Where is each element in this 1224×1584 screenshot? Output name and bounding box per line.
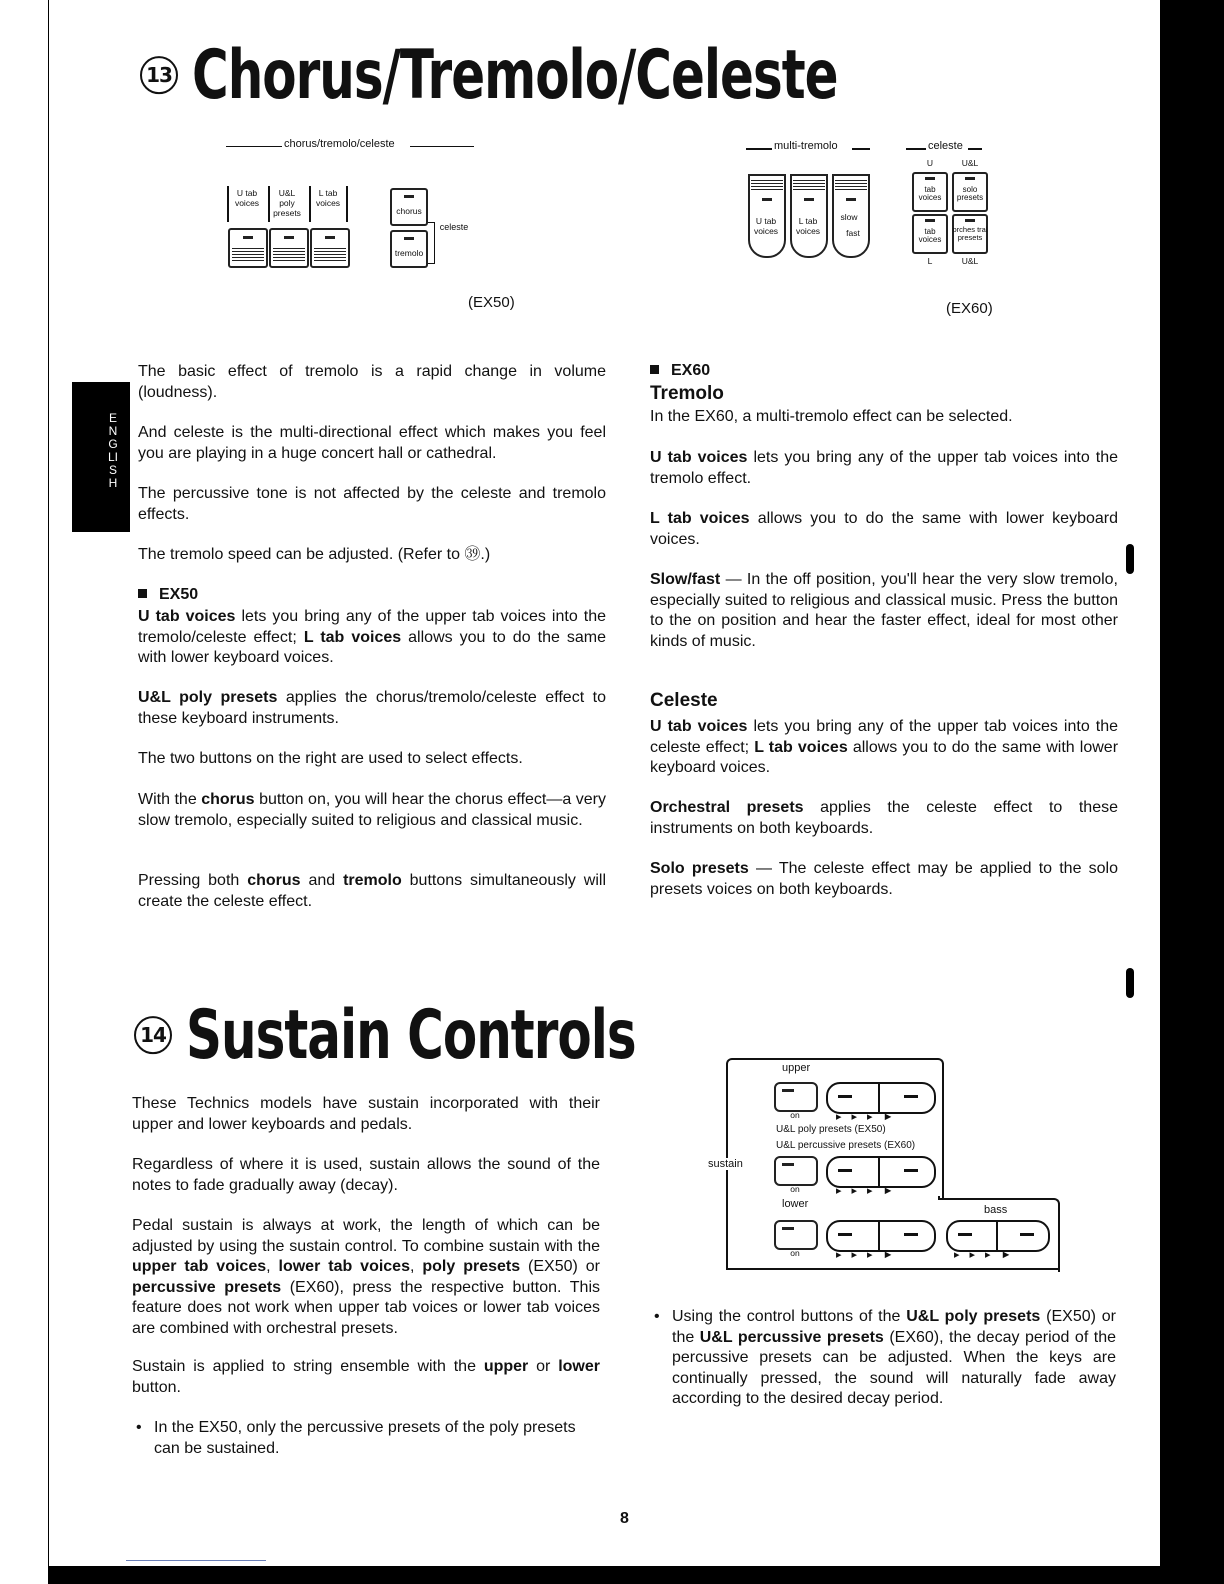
lower-sustain-on-button[interactable] xyxy=(774,1220,818,1250)
decay-arrows: ▸▸▸► xyxy=(836,1111,904,1123)
c2-label: solo presets xyxy=(956,185,984,202)
t3b-label: fast xyxy=(846,228,860,238)
section-title-text: Sustain Controls xyxy=(186,996,636,1075)
paragraph: Orchestral presets applies the celeste effect to these instruments on both keyboards. xyxy=(650,799,1119,837)
section-14-title xyxy=(134,996,636,1074)
chorus-label: chorus xyxy=(396,206,422,216)
page-border-bottom xyxy=(48,1566,1224,1584)
paragraph: Slow/fast — In the off position, you'll hear the very slow tremolo, especially suited to religious and classical music. Press the button to the on position and hear the faster effect, ideal for most other kinds of music. xyxy=(650,571,1118,650)
sustain-label: sustain xyxy=(708,1158,743,1170)
row-l: L xyxy=(927,256,933,266)
ex50-caption: (EX50) xyxy=(468,294,515,311)
list-item: • In the EX50, only the percussive presets of the poly presets can be sustained. xyxy=(136,1419,576,1457)
multi-tremolo-header: multi-tremolo xyxy=(774,140,838,152)
row-ul: U&L xyxy=(961,256,979,266)
paragraph: U tab voices lets you bring any of the upper tab voices into the tremolo effect. xyxy=(650,449,1118,487)
c3-label: tab voices xyxy=(918,227,942,244)
t1-label: U tab voices xyxy=(753,216,779,236)
percussive-presets-label: U&L percussive presets (EX60) xyxy=(776,1140,916,1151)
on-label: on xyxy=(790,1184,800,1194)
paragraph: U tab voices lets you bring any of the upper tab voices into the tremolo/celeste effect; L tab voices allows you to do the same with lower keyboard voices. xyxy=(138,608,606,666)
paragraph: Solo presets — The celeste effect may be applied to the solo presets voices on both keyboards. xyxy=(650,860,1119,898)
sustain-panel-diagram xyxy=(700,1056,1062,1276)
tremolo-label: tremolo xyxy=(394,248,424,258)
header-rule xyxy=(226,146,282,147)
t2-label: L tab voices xyxy=(795,216,821,236)
ul-poly-presets-button[interactable] xyxy=(269,228,309,268)
ex60-caption: (EX60) xyxy=(946,300,993,317)
lower-label: lower xyxy=(782,1198,809,1210)
on-label: on xyxy=(790,1110,800,1120)
paragraph: These Technics models have sustain incorporated with their upper and lower keyboards and pedals. xyxy=(132,1095,600,1133)
language-tab xyxy=(72,382,130,532)
section-title-text: Chorus/Tremolo/Celeste xyxy=(192,36,838,115)
section-13-title xyxy=(140,36,838,114)
upper-label: upper xyxy=(782,1062,811,1074)
tab-label-ul: U&L poly presets xyxy=(273,188,301,218)
paragraph: With the chorus button on, you will hear the chorus effect—a very slow tremolo, especially suited to religious and classical music. xyxy=(138,791,606,829)
col-ul: U&L xyxy=(961,158,979,168)
paragraph: Pressing both chorus and tremolo buttons simultaneously will create the celeste effect. xyxy=(138,872,607,910)
l-tab-voices-button[interactable] xyxy=(310,228,350,268)
page-number: 8 xyxy=(620,1510,629,1527)
paragraph: And celeste is the multi-directional effect which makes you feel you are playing in a huge concert hall or cathedral. xyxy=(138,424,606,462)
ul-presets-sustain-on-button[interactable] xyxy=(774,1156,818,1186)
paragraph: Regardless of where it is used, sustain allows the sound of the notes to fade gradually away (decay). xyxy=(132,1156,600,1194)
paragraph: U&L poly presets applies the chorus/tremolo/celeste effect to these keyboard instruments. xyxy=(138,689,606,727)
square-bullet-icon xyxy=(650,365,659,374)
bass-label: bass xyxy=(984,1204,1008,1216)
paragraph: L tab voices allows you to do the same with lower keyboard voices. xyxy=(650,510,1119,548)
paragraph: U tab voices lets you bring any of the upper tab voices into the celeste effect; L tab voices allows you to do the same with lower keyboard voices. xyxy=(650,718,1119,776)
section-number: 13 xyxy=(140,55,178,93)
paragraph: Sustain is applied to string ensemble with the upper or lower button. xyxy=(132,1358,600,1396)
celeste-heading: Celeste xyxy=(650,690,718,711)
page-border-right xyxy=(1160,0,1224,1584)
upper-sustain-on-button[interactable] xyxy=(774,1082,818,1112)
celeste-bracket-label: celeste xyxy=(439,222,469,232)
square-bullet-icon xyxy=(138,589,147,598)
ex50-header: chorus/tremolo/celeste xyxy=(284,138,395,150)
poly-presets-label: U&L poly presets (EX50) xyxy=(776,1124,886,1135)
paragraph: The percussive tone is not affected by the celeste and tremolo effects. xyxy=(138,485,606,523)
on-label: on xyxy=(790,1248,800,1258)
ex60-heading: EX60 xyxy=(650,362,710,380)
header-rule xyxy=(410,146,474,147)
decay-arrows: ▸▸▸► xyxy=(836,1185,904,1197)
binding-mark xyxy=(1126,544,1134,574)
decay-arrows: ▸▸▸► xyxy=(954,1249,1022,1261)
c4-label: orches tral presets xyxy=(952,225,988,242)
c1-label: tab voices xyxy=(918,185,942,202)
paragraph: In the EX60, a multi-tremolo effect can be selected. xyxy=(650,408,1013,425)
t3a-label: slow xyxy=(840,212,858,222)
list-item: • Using the control buttons of the U&L poly presets (EX50) or the U&L percussive presets (EX60), the decay period of the percussive presets can be adjusted. When the keys are continually pressed, the sound will naturally fade away according to the desired decay period. xyxy=(654,1308,1117,1407)
celeste-header: celeste xyxy=(928,140,963,152)
ex50-panel-diagram xyxy=(222,136,522,316)
paragraph: Pedal sustain is always at work, the length of which can be adjusted by using the sustain control. To combine sustain with the upper tab voices, lower tab voices, poly presets (EX50) or percussive presets (EX60), press the respective button. This feature does not work when upper tab voices or lower tab voices are combined with orchestral presets. xyxy=(132,1217,601,1337)
u-tab-voices-button[interactable] xyxy=(228,228,268,268)
section-number: 14 xyxy=(134,1015,172,1053)
tab-label-l: L tab voices xyxy=(315,188,341,208)
paragraph: The two buttons on the right are used to select effects. xyxy=(138,750,523,767)
scan-line xyxy=(126,1560,266,1561)
paragraph: The tremolo speed can be adjusted. (Refer to ㊴.) xyxy=(138,546,491,563)
language-tab-text: ENGLISH xyxy=(107,411,118,490)
page-border-left xyxy=(48,0,49,1584)
paragraph: The basic effect of tremolo is a rapid change in volume (loudness). xyxy=(138,363,606,401)
col-u: U xyxy=(926,158,934,168)
tremolo-heading: Tremolo xyxy=(650,383,724,404)
decay-arrows: ▸▸▸► xyxy=(836,1249,904,1261)
tab-label-u: U tab voices xyxy=(234,188,260,208)
binding-mark xyxy=(1126,968,1134,998)
ex60-panel-diagram xyxy=(740,136,1060,326)
ex50-heading: EX50 xyxy=(138,586,198,604)
